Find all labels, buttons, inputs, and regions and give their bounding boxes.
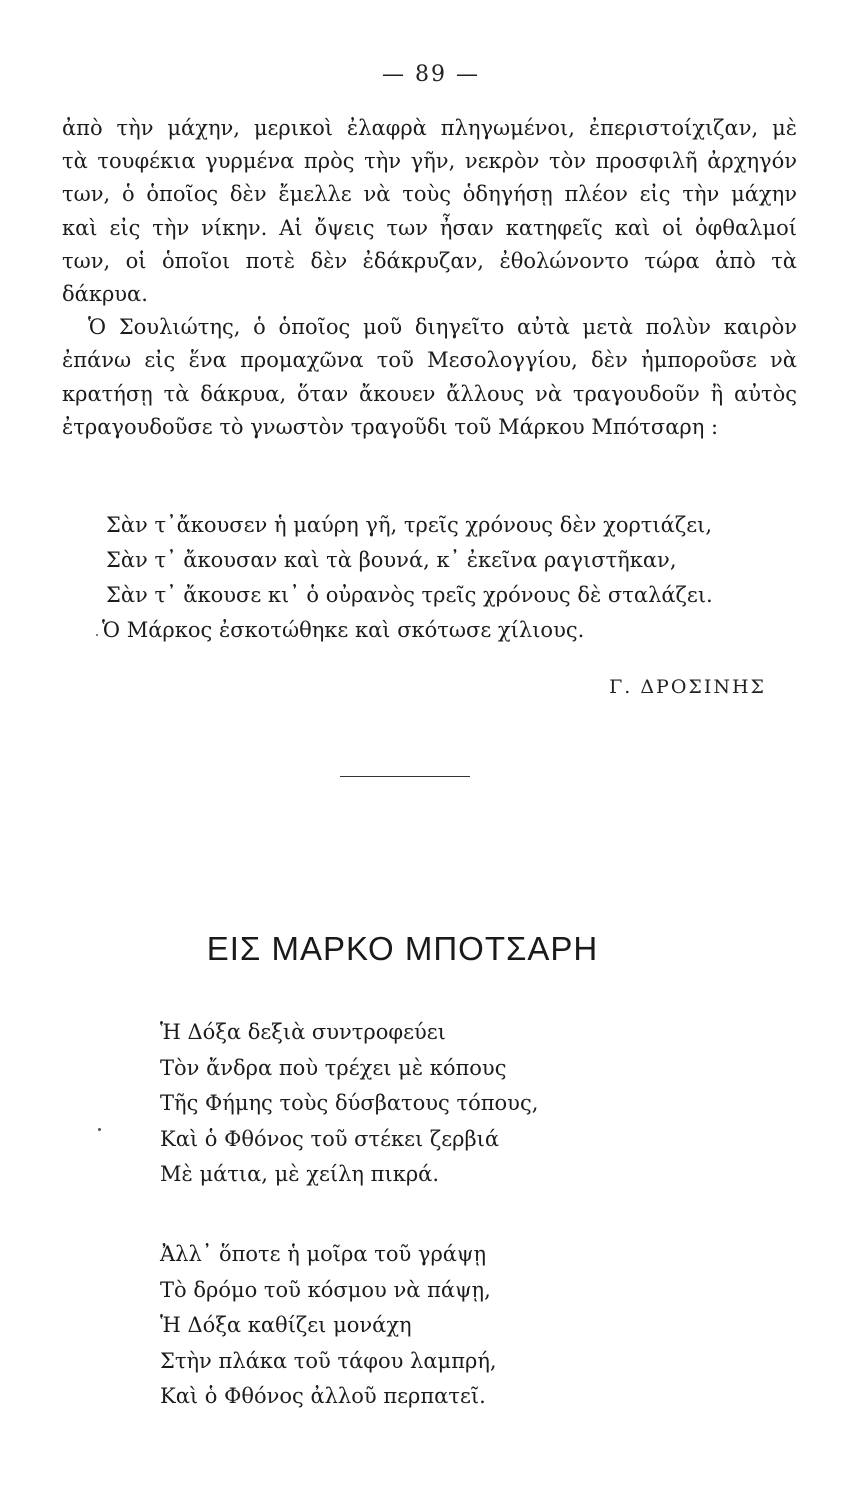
ink-speck [98, 1128, 101, 1131]
prose-line: δάκρυα. [62, 282, 148, 307]
poem-line: Τῆς Φήμης τοὺς δύσβατους τόπους, [160, 1091, 539, 1115]
section-divider [340, 776, 470, 777]
prose-line: ἐτραγουδοῦσε τὸ γνωστὸν τραγοῦδι τοῦ Μάρκου Μπότσαρη : [62, 414, 719, 439]
prose-line: καὶ εἰς τὴν νίκην. Αἱ ὄψεις των ἦσαν κατηφεῖς καὶ οἱ ὀφθαλμοί [62, 215, 797, 240]
prose-line: Ὁ Σουλιώτης, ὁ ὁποῖος μοῦ διηγεῖτο αὐτὰ μετὰ πολὺν καιρὸν [88, 315, 797, 340]
verse-line: Ὁ Μάρκος ἐσκοτώθηκε καὶ σκότωσε χίλιους. [102, 618, 585, 642]
prose-line: κρατήσῃ τὰ δάκρυα, ὅταν ἄκουεν ἄλλους νὰ τραγουδοῦν ἢ αὐτὸς [62, 381, 797, 406]
poem-stanza-1 [160, 1015, 538, 1193]
poem-title: ΕΙΣ ΜΑΡΚΟ ΜΠΟΤΣΑΡΗ [206, 930, 599, 967]
song-verse [102, 508, 713, 648]
verse-line: Σὰν τ᾽ἄκουσεν ἡ μαύρη γῆ, τρεῖς χρόνους δὲν χορτιάζει, [106, 513, 713, 537]
verse-line: Σὰν τ᾽ ἄκουσε κι᾽ ὁ οὐρανὸς τρεῖς χρόνους δὲ σταλάζει. [106, 583, 713, 607]
poem-stanza-2 [160, 1237, 497, 1415]
poem-line: Ἀλλ᾽ ὅποτε ἡ μοῖρα τοῦ γράψῃ [160, 1242, 487, 1266]
prose-line: ἀπὸ τὴν μάχην, μερικοὶ ἐλαφρὰ πληγωμένοι, ἐπεριστοίχιζαν, μὲ [62, 116, 797, 140]
ink-speck [96, 634, 98, 636]
prose-paragraph-2 [62, 311, 797, 444]
poem-line: Καὶ ὁ Φθόνος τοῦ στέκει ζερβιά [160, 1126, 500, 1151]
verse-line: Σὰν τ᾽ ἄκουσαν καὶ τὰ βουνά, κ᾽ ἐκεῖνα ραγιστῆκαν, [106, 548, 677, 572]
poem-line: Τὸν ἄνδρα ποὺ τρέχει μὲ κόπους [160, 1055, 507, 1080]
poem-line: Στὴν πλάκα τοῦ τάφου λαμπρή, [160, 1348, 497, 1373]
author-signature: Γ. ΔΡΟΣΙΝΗΣ [609, 676, 766, 698]
poem-line: Τὸ δρόμο τοῦ κόσμου νὰ πάψῃ, [160, 1277, 491, 1302]
poem-line: Ἡ Δόξα καθίζει μονάχη [160, 1313, 412, 1337]
prose-paragraph-1 [62, 112, 797, 311]
prose-line: τὰ τουφέκια γυρμένα πρὸς τὴν γῆν, νεκρὸν τὸν προσφιλῆ ἀρχηγόν [62, 149, 797, 174]
prose-line: ἐπάνω εἰς ἕνα προμαχῶνα τοῦ Μεσολογγίου, δὲν ἠμποροῦσε νὰ [62, 348, 797, 373]
poem-line: Μὲ μάτια, μὲ χείλη πικρά. [160, 1162, 440, 1186]
prose-line: των, ὁ ὁποῖος δὲν ἔμελλε νὰ τοὺς ὁδηγήσῃ πλέον εἰς τὴν μάχην [62, 182, 797, 207]
prose-line: των, οἱ ὁποῖοι ποτὲ δὲν ἐδάκρυζαν, ἐθολώνοντο τώρα ἀπὸ τὰ [62, 248, 797, 273]
prose-section [62, 112, 797, 444]
page-number: — 89 — [382, 62, 480, 87]
poem-line: Καὶ ὁ Φθόνος ἀλλοῦ περπατεῖ. [160, 1384, 486, 1408]
poem-line: Ἡ Δόξα δεξιὰ συντροφεύει [160, 1020, 446, 1044]
